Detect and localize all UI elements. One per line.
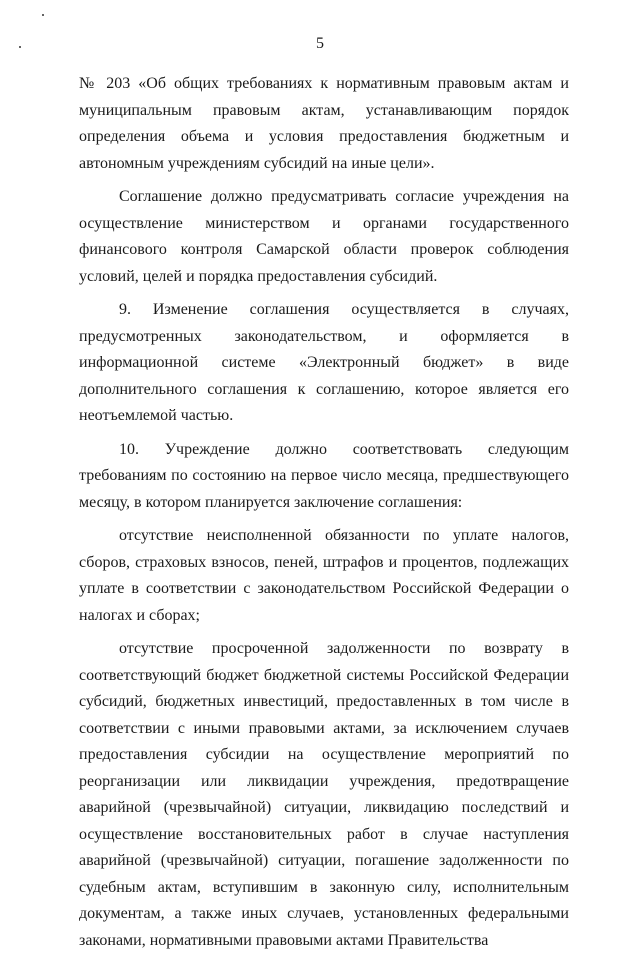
paragraph-3: 9. Изменение соглашения осуществляется в случаях, предусмотренных законодательством, и оформляется в информационной системе «Электронный бюджет» в виде дополнительного соглашения к соглашению, которое является его неотъемлемой частью. — [79, 301, 569, 424]
paragraph-5: отсутствие неисполненной обязанности по уплате налогов, сборов, страховых взносов, пеней, штрафов и процентов, подлежащих уплате в соответствии с законодательством Российской Федерации о налогах и сборах; — [79, 527, 569, 624]
paragraph-6: отсутствие просроченной задолженности по возврату в соответствующий бюджет бюджетной системы Российской Федерации субсидий, бюджетных инвестиций, предоставленных в том числе в соответствии с иными правовыми актами, за исключением случаев предоставления субсидии на осуществление мероприятий по реорганизации или ликвидации учреждения, предотвращение аварийной (чрезвычайной) ситуации, ликвидацию последствий и осуществление восстановительных работ в случае наступления аварийной (чрезвычайной) ситуации, погашение задолженности по судебным актам, вступившим в законную силу, исполнительным документам, а также иных случаев, установленных федеральными законами, нормативными правовыми актами Правительства — [79, 640, 569, 949]
paragraph-2: Соглашение должно предусматривать согласие учреждения на осуществление министерством и органами государственного финансового контроля Самарской области проверок соблюдения условий, целей и порядка предоставления субсидий. — [79, 188, 569, 285]
page-number: 5 — [316, 35, 324, 52]
document-body — [79, 71, 569, 961]
paragraph-4: 10. Учреждение должно соответствовать следующим требованиям по состоянию на первое число месяца, предшествующего месяцу, в котором планируется заключение соглашения: — [79, 440, 569, 511]
scan-speck — [42, 14, 44, 16]
paragraph-1: № 203 «Об общих требованиях к нормативным правовым актам и муниципальным правовым актам, устанавливающим порядок определения объема и условия предоставления бюджетным и автономным учреждениям субсидий на иные цели». — [79, 75, 569, 172]
